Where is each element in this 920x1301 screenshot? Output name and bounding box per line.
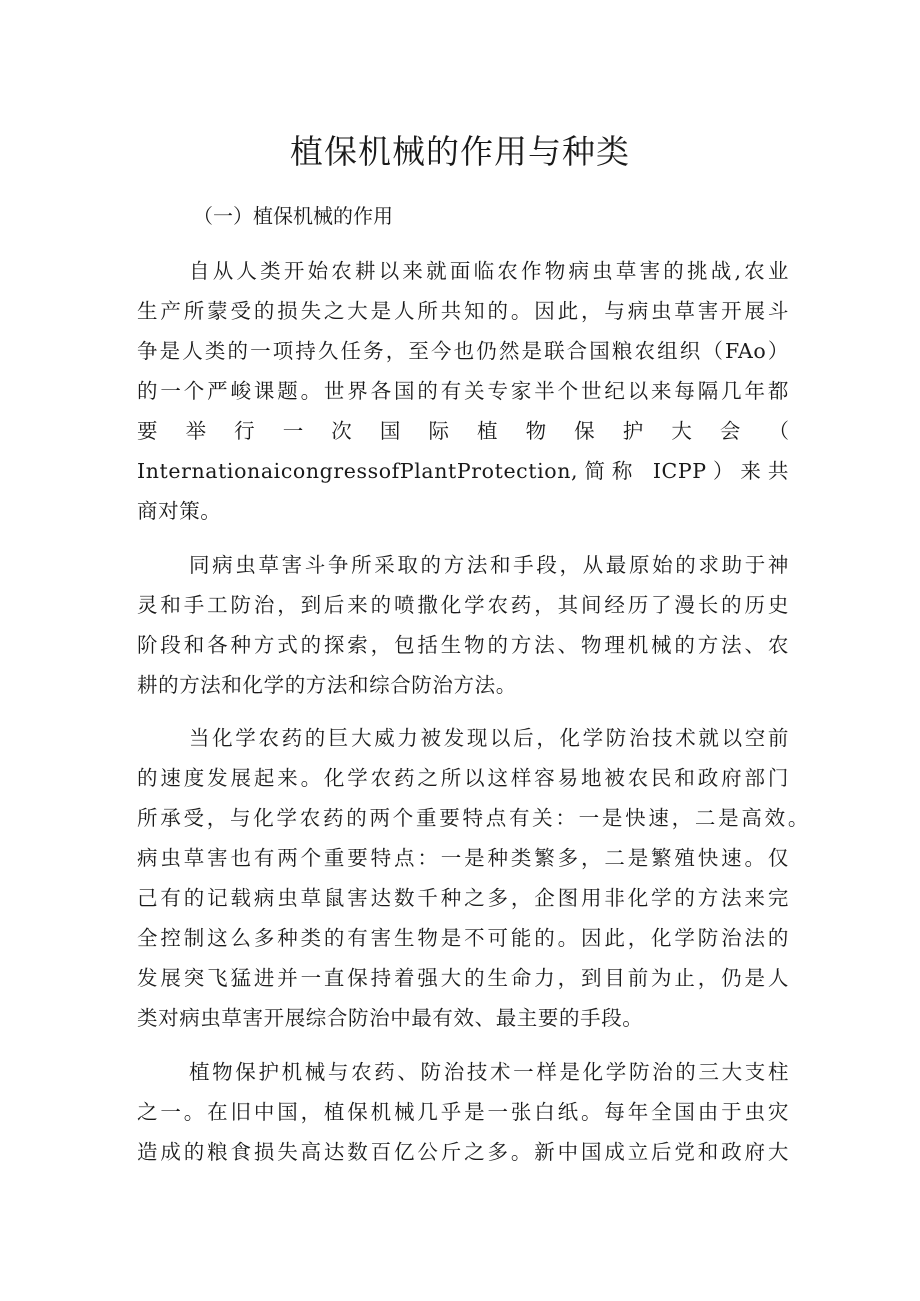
paragraph-line: 之一。在旧中国，植保机械几乎是一张白纸。每年全国由于虫灾	[137, 1100, 789, 1124]
paragraph-line: 所承受，与化学农药的两个重要特点有关：一是快速，二是高效。	[137, 806, 809, 830]
document-title: 植保机械的作用与种类	[290, 132, 630, 171]
paragraph-line: InternationaicongressofPlantProtection,简称 ICPP）来共	[137, 459, 789, 483]
paragraph-line: 类对病虫草害开展综合防治中最有效、最主要的手段。	[137, 1006, 644, 1030]
paragraph-line: 己有的记载病虫草鼠害达数千种之多，企图用非化学的方法来完	[137, 886, 789, 910]
paragraph-line: 病虫草害也有两个重要特点：一是种类繁多，二是繁殖快速。仅	[137, 846, 789, 870]
paragraph-3	[137, 718, 809, 1038]
paragraph-line: 造成的粮食损失高达数百亿公斤之多。新中国成立后党和政府大	[137, 1140, 789, 1164]
paragraph-line: 同病虫草害斗争所采取的方法和手段，从最原始的求助于神	[189, 553, 789, 577]
paragraph-line: 争是人类的一项持久任务，至今也仍然是联合国粮农组织（FAo）	[137, 339, 789, 363]
paragraph-line: 要 举 行 一 次 国 际 植 物 保 护 大 会 （	[137, 419, 789, 443]
section-heading: （一）植保机械的作用	[193, 204, 393, 228]
paragraph-line: 当化学农药的巨大威力被发现以后，化学防治技术就以空前	[189, 726, 789, 750]
paragraph-line: 植物保护机械与农药、防治技术一样是化学防治的三大支柱	[189, 1060, 789, 1084]
paragraph-line: 全控制这么多种类的有害生物是不可能的。因此，化学防治法的	[137, 926, 789, 950]
paragraph-4	[137, 1052, 789, 1172]
paragraph-1	[137, 251, 789, 531]
paragraph-2	[137, 545, 789, 705]
paragraph-line: 灵和手工防治，到后来的喷撒化学农药，其间经历了漫长的历史	[137, 593, 789, 617]
paragraph-line: 耕的方法和化学的方法和综合防治方法。	[137, 673, 517, 697]
paragraph-line: 阶段和各种方式的探索，包括生物的方法、物理机械的方法、农	[137, 633, 789, 657]
paragraph-line: 的速度发展起来。化学农药之所以这样容易地被农民和政府部门	[137, 766, 789, 790]
paragraph-line: 发展突飞猛进并一直保持着强大的生命力，到目前为止，仍是人	[137, 966, 789, 990]
paragraph-line: 生产所蒙受的损失之大是人所共知的。因此，与病虫草害开展斗	[137, 299, 789, 323]
paragraph-line: 商对策。	[137, 499, 222, 523]
paragraph-line: 的一个严峻课题。世界各国的有关专家半个世纪以来每隔几年都	[137, 379, 789, 403]
paragraph-line: 自从人类开始农耕以来就面临农作物病虫草害的挑战,农业	[189, 259, 789, 283]
